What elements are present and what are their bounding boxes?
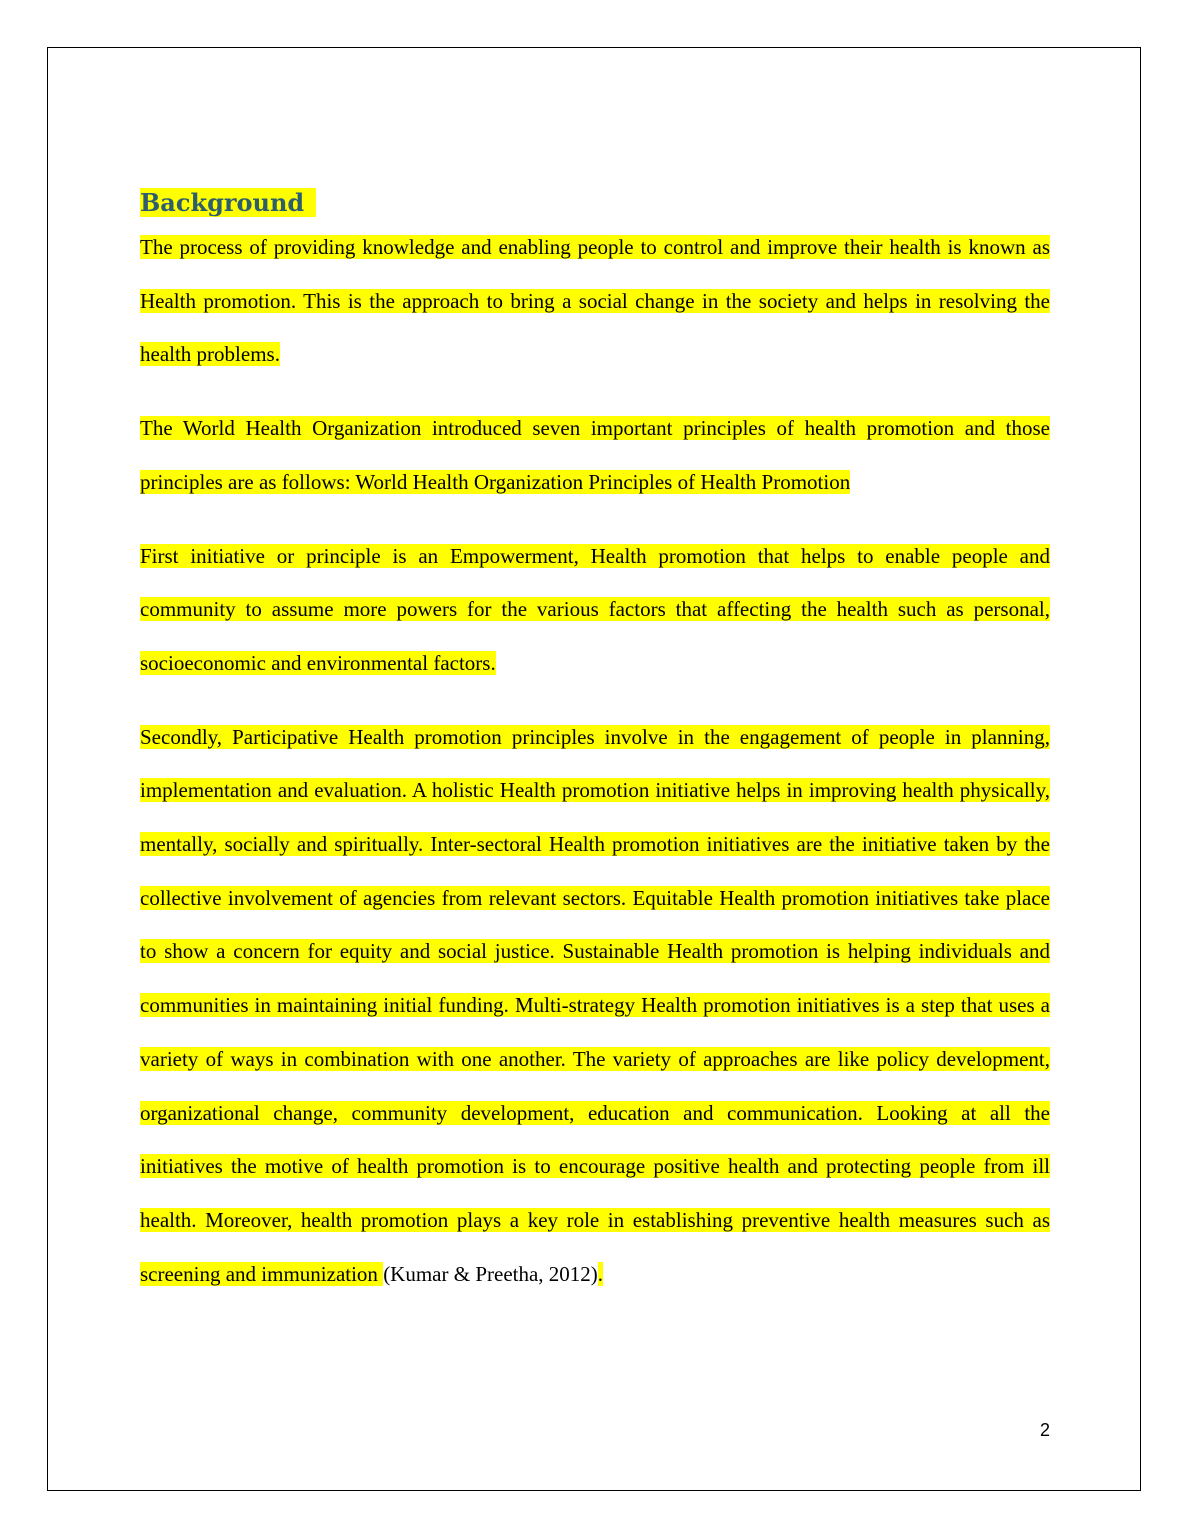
paragraph-3: [140, 530, 1050, 691]
paragraph-2-text: The World Health Organization introduced seven important principles of health promotion and those principles are as follows: World Health Organization Principles of Health Promotion: [140, 416, 1050, 494]
paragraph-4: [140, 711, 1050, 1302]
paragraph-2: [140, 402, 1050, 509]
paragraph-1-text: The process of providing knowledge and enabling people to control and improve their health is known as Health promotion. This is the approach to bring a social change in the society and helps in resolving the health problems.: [140, 235, 1050, 367]
section-heading-text: Background: [140, 188, 316, 217]
page-number: 2: [1039, 1420, 1050, 1440]
paragraph-3-text: First initiative or principle is an Empowerment, Health promotion that helps to enable people and community to assume more powers for the various factors that affecting the health such as personal, socioeconomic and environmental factors.: [140, 543, 1050, 675]
paragraph-4-end: .: [597, 1261, 604, 1286]
paragraph-1: [140, 221, 1050, 382]
paragraph-4-text: Secondly, Participative Health promotion principles involve in the engagement of people in planning, implementation and evaluation. A holistic Health promotion initiative helps in improving health physically, mentally, socially and spiritually. Inter-sectoral Health promotion initiatives are the initiative taken by the collective involvement of agencies from relevant sectors. Equitable Health promotion initiatives take place to show a concern for equity and social justice. Sustainable Health promotion is helping individuals and communities in maintaining initial funding. Multi-strategy Health promotion initiatives is a step that uses a variety of ways in combination with one another. The variety of approaches are like policy development, organizational change, community development, education and communication. Looking at all the initiatives the motive of health promotion is to encourage positive health and protecting people from ill health. Moreover, health promotion plays a key role in establishing preventive health measures such as screening and immunization: [140, 724, 1050, 1286]
section-heading: [140, 185, 1050, 221]
citation: (Kumar & Preetha, 2012): [383, 1261, 598, 1286]
document-body: [140, 185, 1050, 1301]
